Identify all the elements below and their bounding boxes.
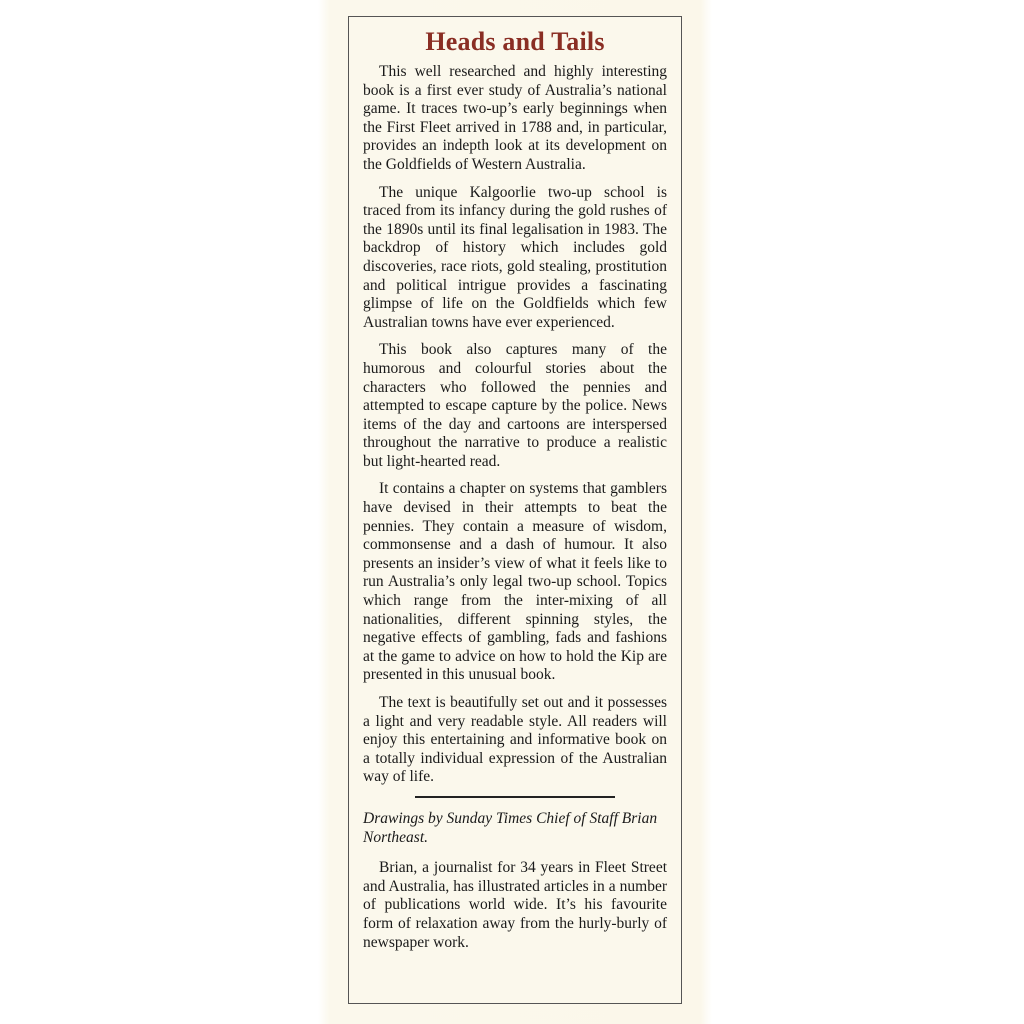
paragraph-systems: It contains a chapter on systems that gamblers have devised in their attempts to beat the pennies. They contain a measure of wisdom, commonsense and a dash of humour. It also presents an insider’s view of what it feels like to run Australia’s only legal two-up school. Topics which range from the inter-mixing of all nationalities, different spinning styles, the negative effects of gambling, fads and fashions at the game to advice on how to hold the Kip are presented in this unusual book. bbox=[363, 480, 667, 684]
paragraph-kalgoorlie: The unique Kalgoorlie two-up school is traced from its infancy during the gold rushes of the 1890s until its final legalisation in 1983. The backdrop of history which includes gold discoveries, race riots, gold stealing, prostitution and political intrigue provides a fascinating glimpse of life on the Goldfields which few Australian towns have ever experienced. bbox=[363, 183, 667, 331]
article-box bbox=[348, 16, 682, 1004]
illustrator-caption: Drawings by Sunday Times Chief of Staff Brian Northeast. bbox=[363, 809, 658, 846]
paragraph-stories: This book also captures many of the humorous and colourful stories about the characters who followed the pennies and attempted to escape capture by the police. News items of the day and cartoons are interspersed throughout the narrative to produce a realistic but light-hearted read. bbox=[363, 341, 667, 470]
illustrator-bio: Brian, a journalist for 34 years in Fleet Street and Australia, has illustrated articles in a number of publications world wide. It’s his favourite form of relaxation away from the hurly-burly of newspaper work. bbox=[363, 859, 667, 951]
paragraph-intro: This well researched and highly interesting book is a first ever study of Australia’s national game. It traces two-up’s early beginnings when the First Fleet arrived in 1788 and, in particular, provides an indepth look at its development on the Goldfields of Western Australia. bbox=[363, 63, 667, 173]
divider-rule bbox=[415, 796, 615, 798]
paragraph-style: The text is beautifully set out and it possesses a light and very readable style. All readers will enjoy this entertaining and informative book on a totally individual expression of the Australian way of life. bbox=[363, 694, 667, 786]
article-title: Heads and Tails bbox=[425, 27, 605, 56]
